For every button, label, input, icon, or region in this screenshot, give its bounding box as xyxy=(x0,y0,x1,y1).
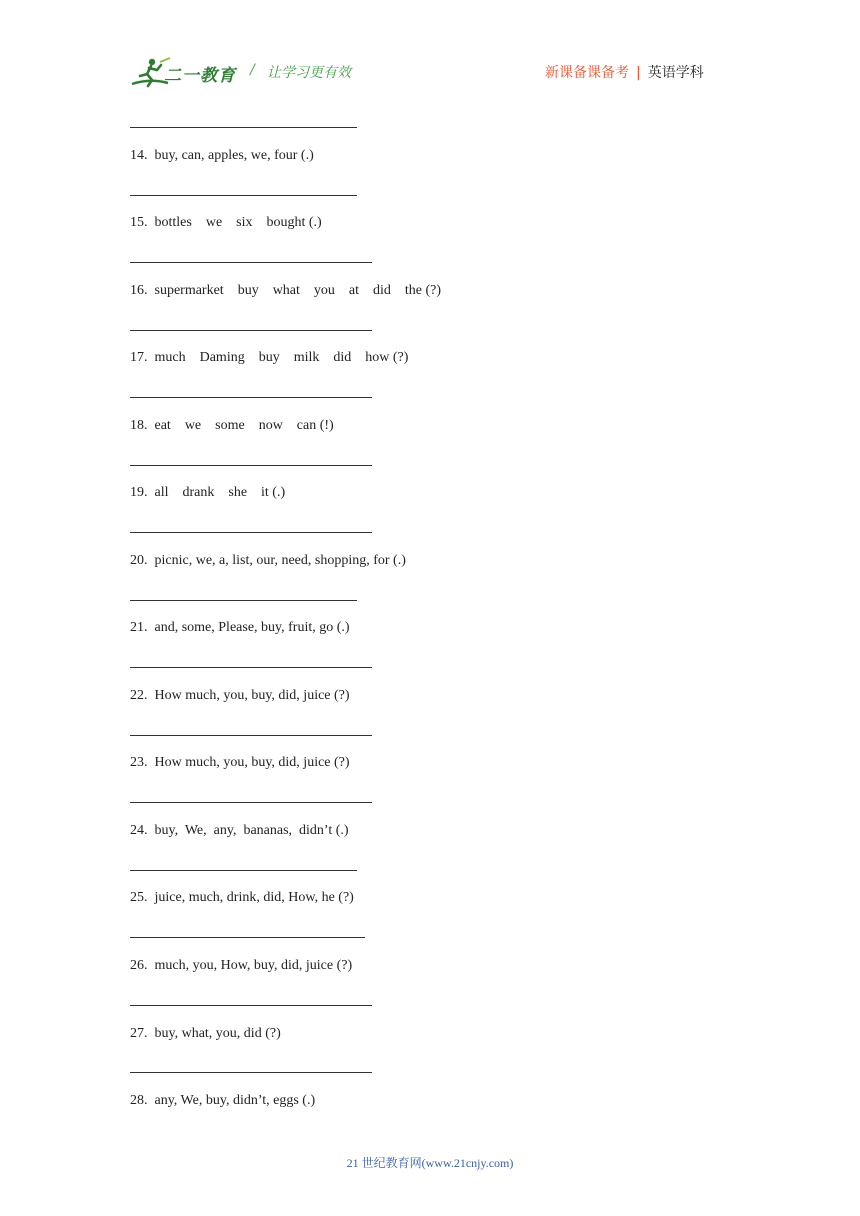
question-words: juice, much, drink, did, How, he (?) xyxy=(154,890,354,905)
answer-line[interactable] xyxy=(130,870,357,871)
page-footer: 21 世纪教育网(www.21cnjy.com) xyxy=(346,1156,514,1170)
question-25 xyxy=(130,889,354,907)
question-14 xyxy=(130,147,314,165)
answer-line[interactable] xyxy=(130,465,372,466)
question-17 xyxy=(130,349,408,367)
answer-line[interactable] xyxy=(130,330,372,331)
question-number: 21. xyxy=(130,620,148,635)
question-24 xyxy=(130,822,349,840)
answer-line[interactable] xyxy=(130,802,372,803)
question-28 xyxy=(130,1092,315,1110)
question-number: 27. xyxy=(130,1026,148,1041)
question-words: How much, you, buy, did, juice (?) xyxy=(154,688,350,703)
question-19 xyxy=(130,484,285,502)
question-20 xyxy=(130,552,406,570)
answer-line[interactable] xyxy=(130,532,372,533)
question-words: buy, We, any, bananas, didn’t (.) xyxy=(154,823,349,838)
answer-line[interactable] xyxy=(130,127,357,128)
question-number: 26. xyxy=(130,958,148,973)
question-number: 25. xyxy=(130,890,148,905)
question-words: any, We, buy, didn’t, eggs (.) xyxy=(154,1093,316,1108)
question-21 xyxy=(130,619,350,637)
question-number: 20. xyxy=(130,553,148,568)
question-number: 17. xyxy=(130,350,148,365)
question-words: much, you, How, buy, did, juice (?) xyxy=(154,958,353,973)
question-words: How much, you, buy, did, juice (?) xyxy=(154,755,350,770)
answer-line[interactable] xyxy=(130,600,357,601)
question-number: 28. xyxy=(130,1093,148,1108)
question-words: picnic, we, a, list, our, need, shopping, for (.) xyxy=(154,553,406,568)
question-number: 24. xyxy=(130,823,148,838)
question-number: 23. xyxy=(130,755,148,770)
answer-line[interactable] xyxy=(130,667,372,668)
header-right xyxy=(545,62,704,82)
answer-line[interactable] xyxy=(130,1005,372,1006)
question-words: and, some, Please, buy, fruit, go (.) xyxy=(154,620,350,635)
question-words: much Daming buy milk did how (?) xyxy=(154,350,409,365)
header-subject-label: 英语学科 xyxy=(647,65,704,81)
question-words: all drank she it (.) xyxy=(154,485,286,500)
question-number: 19. xyxy=(130,485,148,500)
header-course-label: 新课备课备考 xyxy=(545,65,629,81)
answer-line[interactable] xyxy=(130,397,372,398)
question-number: 16. xyxy=(130,283,148,298)
question-23 xyxy=(130,754,350,772)
question-number: 18. xyxy=(130,418,148,433)
question-22 xyxy=(130,687,350,705)
logo-text: 二一教育 xyxy=(164,66,236,86)
question-16 xyxy=(130,282,441,300)
answer-line[interactable] xyxy=(130,262,372,263)
answer-line[interactable] xyxy=(130,937,365,938)
question-15 xyxy=(130,214,322,232)
question-26 xyxy=(130,957,352,975)
question-words: eat we some now can (!) xyxy=(154,418,334,433)
answer-line[interactable] xyxy=(130,195,357,196)
logo xyxy=(130,56,242,90)
question-words: bottles we six bought (.) xyxy=(154,215,322,230)
question-number: 22. xyxy=(130,688,148,703)
question-words: buy, what, you, did (?) xyxy=(154,1026,281,1041)
header-divider: | xyxy=(636,65,641,81)
slogan-separator: / xyxy=(250,62,255,78)
question-words: buy, can, apples, we, four (.) xyxy=(154,148,314,163)
question-number: 15. xyxy=(130,215,148,230)
question-words: supermarket buy what you at did the (?) xyxy=(154,283,442,298)
page-header xyxy=(0,0,860,100)
answer-line[interactable] xyxy=(130,735,372,736)
question-27 xyxy=(130,1025,281,1043)
answer-line[interactable] xyxy=(130,1072,372,1073)
question-number: 14. xyxy=(130,148,148,163)
slogan: 让学习更有效 xyxy=(267,65,351,81)
question-18 xyxy=(130,417,334,435)
